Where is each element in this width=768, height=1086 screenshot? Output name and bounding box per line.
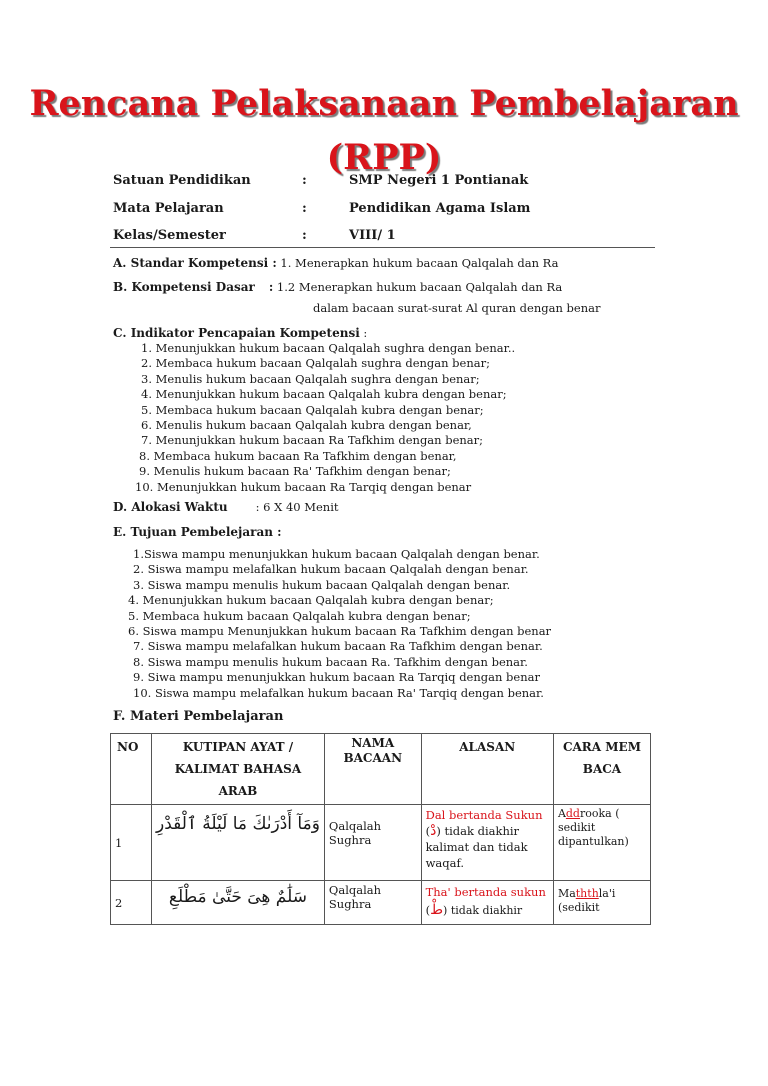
table-header-row	[111, 734, 651, 805]
cara-text: la'i	[598, 887, 616, 900]
identity-colon: :	[302, 201, 307, 216]
tujuan-heading: E. Tujuan Pembelejaran :	[113, 525, 282, 539]
list-item: 7. Siswa mampu melafalkan hukum bacaan Ra Tafkhim dengan benar.	[133, 639, 543, 654]
identity-colon: :	[302, 228, 307, 243]
divider	[110, 247, 655, 248]
document-title: Rencana Pelaksanaan Pembelajaran	[29, 83, 739, 124]
alasan-text: ) tidak diakhir	[443, 904, 523, 917]
alasan-highlight: Tha' bertanda sukun	[425, 885, 546, 899]
list-item: 5. Membaca hukum bacaan Qalqalah kubra dengan benar;	[141, 402, 484, 417]
list-item: 9. Siwa mampu menunjukkan hukum bacaan Ra Tarqiq dengan benar	[133, 670, 540, 685]
list-item: 4. Menunjukkan hukum bacaan Qalqalah kubra dengan benar;	[141, 387, 507, 402]
list-item: 10. Menunjukkan hukum bacaan Ra Tarqiq dengan benar	[135, 479, 472, 494]
list-item: 6. Menulis hukum bacaan Qalqalah kubra dengan benar,	[141, 417, 472, 432]
header-kutipan-line: ARAB	[218, 784, 258, 798]
row-arabic: وَمَآ أَدْرَىٰكَ مَا لَيْلَةُ ٱلْقَدْرِ	[152, 805, 325, 881]
indikator-list	[113, 341, 515, 495]
list-item: 2. Membaca hukum bacaan Qalqalah sughra dengan benar;	[141, 356, 490, 371]
arabic-text: سَلَٰمٌ هِىَ حَتَّىٰ مَطْلَعِ	[168, 887, 307, 907]
list-item: 9. Menulis hukum bacaan Ra' Tafkhim dengan benar;	[139, 464, 451, 479]
identity-row-kelas	[113, 228, 673, 254]
tujuan-list	[113, 547, 551, 701]
header-kutipan	[152, 734, 325, 805]
materi-heading: F. Materi Pembelajaran	[113, 709, 284, 724]
kompetensi-dasar	[113, 280, 562, 295]
row-cara	[553, 881, 650, 925]
alasan-paren: (	[425, 903, 431, 917]
row-alasan	[421, 805, 553, 881]
header-no: NO	[111, 734, 152, 805]
row-nama: Qalqalah Sughra	[324, 881, 421, 925]
sk-label: A. Standar Kompetensi :	[113, 256, 277, 270]
indikator-label: C. Indikator Pencapaian Kompetensi	[113, 326, 360, 340]
kd-text: 1.2 Menerapkan hukum bacaan Qalqalah dan Ra	[273, 280, 563, 294]
header-kutipan-line: KUTIPAN AYAT /	[182, 740, 294, 754]
table-row	[111, 805, 651, 881]
row-arabic	[152, 881, 325, 925]
header-nama	[324, 734, 421, 805]
alasan-arabic-letter: دْ	[430, 823, 437, 839]
cara-text: rooka (	[579, 807, 620, 820]
indikator-colon: :	[359, 326, 368, 340]
sk-text: 1. Menerapkan hukum bacaan Qalqalah dan Ra	[276, 256, 559, 270]
indikator-heading	[113, 326, 367, 341]
alokasi-waktu	[113, 500, 339, 515]
list-item: 4. Menunjukkan hukum bacaan Qalqalah kubra dengan benar;	[128, 593, 494, 608]
materi-table	[110, 733, 651, 925]
cara-note: (sedikit	[557, 901, 600, 914]
identity-key: Mata Pelajaran	[113, 201, 224, 216]
identity-row-mapel	[113, 201, 673, 227]
document-title-rpp: (RPP)	[326, 137, 442, 178]
alokasi-label: D. Alokasi Waktu	[113, 500, 228, 514]
row-no: 2	[111, 881, 152, 925]
identity-value: Pendidikan Agama Islam	[349, 201, 531, 216]
list-item: 6. Siswa mampu Menunjukkan hukum bacaan Ra Tafkhim dengan benar	[128, 623, 552, 638]
list-item: 1. Menunjukkan hukum bacaan Qalqalah sughra dengan benar..	[141, 341, 516, 355]
alasan-highlight: Dal bertanda Sukun	[425, 808, 543, 822]
header-kutipan-line: KALIMAT BAHASA	[174, 762, 302, 776]
list-item: 2. Siswa mampu melafalkan hukum bacaan Qalqalah dengan benar.	[133, 562, 529, 577]
list-item: 8. Membaca hukum bacaan Ra Tafkhim dengan benar,	[139, 448, 457, 463]
row-no: 1	[111, 805, 152, 881]
header-cara-line: CARA MEM	[562, 740, 641, 754]
list-item: 10. Siswa mampu melafalkan hukum bacaan Ra' Tarqiq dengan benar.	[133, 685, 544, 700]
cara-text: A	[557, 807, 566, 820]
cara-text: Ma	[557, 887, 576, 900]
header-nama-line: NAMA	[351, 736, 395, 750]
row-cara	[553, 805, 650, 881]
row-nama: Qalqalah Sughra	[324, 805, 421, 881]
kd-colon: :	[268, 280, 274, 294]
header-nama-line: BACAAN	[343, 751, 403, 765]
cara-highlight: dd	[565, 807, 580, 820]
kd-label: B. Kompetensi Dasar	[113, 280, 255, 294]
identity-key: Kelas/Semester	[113, 228, 226, 243]
header-cara	[553, 734, 650, 805]
identity-value: VIII/ 1	[349, 228, 396, 243]
row-alasan	[421, 881, 553, 925]
standar-kompetensi	[113, 256, 558, 271]
identity-colon: :	[302, 173, 307, 188]
header-alasan: ALASAN	[421, 734, 553, 805]
list-item: 7. Menunjukkan hukum bacaan Ra Tafkhim dengan benar;	[141, 433, 484, 448]
list-item: 5. Membaca hukum bacaan Qalqalah kubra dengan benar;	[128, 608, 471, 623]
alasan-text: ) tidak diakhir kalimat dan tidak waqaf.	[425, 824, 528, 870]
cara-note: sedikit dipantulkan)	[557, 821, 629, 848]
identity-row-satuan	[113, 173, 673, 199]
list-item: 3. Menulis hukum bacaan Qalqalah sughra dengan benar;	[141, 371, 480, 386]
list-item: 3. Siswa mampu menulis hukum bacaan Qalqalah dengan benar.	[133, 577, 511, 592]
list-item: 1.Siswa mampu menunjukkan hukum bacaan Qalqalah dengan benar.	[133, 547, 540, 561]
list-item: 8. Siswa mampu menulis hukum bacaan Ra. Tafkhim dengan benar.	[133, 654, 528, 669]
table-row	[111, 881, 651, 925]
kd-text-continued: dalam bacaan surat-surat Al quran dengan benar	[313, 301, 601, 315]
alokasi-text: : 6 X 40 Menit	[255, 500, 339, 514]
header-cara-line: BACA	[582, 762, 622, 776]
alasan-paren: (	[425, 824, 431, 838]
identity-key: Satuan Pendidikan	[113, 173, 251, 188]
cara-highlight: thth	[575, 887, 599, 900]
identity-value: SMP Negeri 1 Pontianak	[349, 173, 529, 188]
alasan-arabic-letter: طْ	[430, 902, 444, 918]
